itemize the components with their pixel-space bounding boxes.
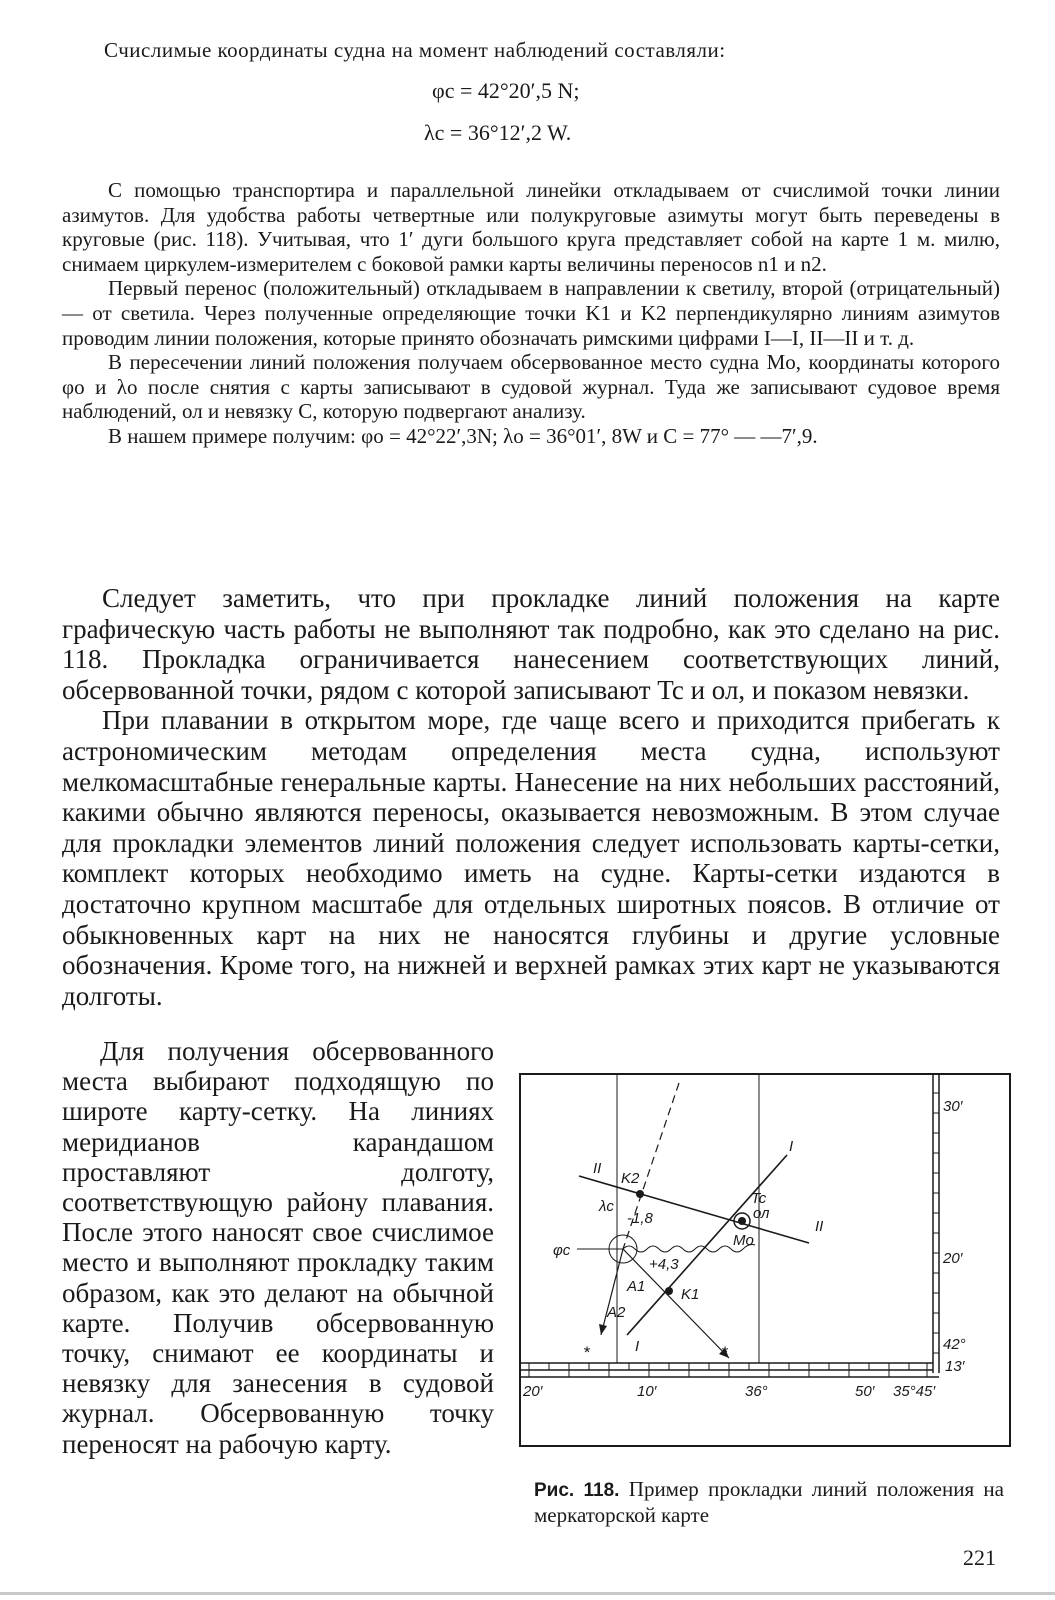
label-ol: ол [753, 1205, 770, 1222]
intro-line: Счислимые координаты судна на момент наблюдений составляли: [104, 38, 726, 62]
bottom-scale-label: 50′ [855, 1383, 875, 1400]
position-line-I [627, 1155, 787, 1335]
body-paragraph: Следует заметить, что при прокладке линий положения на карте графическую часть работы не выполняют так подробно, как это сделано на рис. 118. Прокладка ограничивается нанесением соответствующих линий, обсервованной точки, рядом с которой записывают Tc и ол, и показом невязки. [62, 583, 1000, 705]
label-Tc: Tc [751, 1190, 767, 1207]
label-K1: K1 [681, 1286, 700, 1303]
figure-118-chart [519, 1073, 1011, 1449]
main-text-block [62, 583, 1000, 1011]
formula-lambda-c: λc = 36°12′,2 W. [424, 120, 572, 145]
arrow-head [599, 1324, 607, 1335]
body-paragraph: Для получения обсервованного места выбирают подходящую по широте карту-сетку. На линиях меридианов карандашом проставляют долготу, соответствующую району плавания. После этого наносят свое счислимое место и выполняют прокладку таким образом, как это делают на обычной карте. Получив обсервованную точку, снимают ее координаты и невязку для занесения в судовой журнал. Обсервованную точку переносят на рабочую карту. [62, 1036, 494, 1459]
label-phi-c: φc [553, 1242, 571, 1259]
small-paragraph: С помощью транспортира и параллельной линейки откладываем от счислимой точки линии азимутов. Для удобства работы четвертные или полукруговые азимуты могут быть переведены в круговые (рис. 118). Учитывая, что 1′ дуги большого круга представляет собой на карте 1 м. милю, снимаем циркулем-измерителем с боковой рамки карты величины переносов n1 и n2. [62, 178, 1000, 276]
right-scale-ticks [933, 1093, 939, 1353]
label-n1: +4,3 [649, 1256, 679, 1273]
label-Mo: Mo [733, 1232, 754, 1249]
azimuth-line-A2 [601, 1249, 623, 1335]
label-II-left: II [593, 1160, 602, 1177]
star-icon: * [721, 1343, 728, 1362]
small-paragraph: В пересечении линий положения получаем обсервованное место судна Mo, координаты которого φo и λo после снятия с карты записывают в судовой журнал. Туда же записывают судовое время наблюдений, ол и невязку C, которую подвергают анализу. [62, 350, 1000, 424]
small-paragraph: В нашем примере получим: φo = 42°22′,3N; λo = 36°01′, 8W и C = 77° — —7′,9. [108, 423, 818, 448]
point-Mo [738, 1217, 746, 1225]
star-icon: * [583, 1343, 590, 1362]
point-K1 [665, 1287, 673, 1295]
bottom-edge [0, 1592, 1055, 1595]
label-K2: K2 [621, 1170, 640, 1187]
label-A1: A1 [627, 1278, 646, 1295]
right-scale-label: 20′ [943, 1250, 963, 1267]
label-II-right: II [815, 1218, 824, 1235]
formula-phi-c: φc = 42°20′,5 N; [432, 78, 580, 103]
caption-text: Пример прокладки линий положения на меркаторской карте [534, 1477, 1004, 1527]
caption-number: Рис. 118. [534, 1480, 620, 1501]
figure-caption [534, 1477, 1004, 1528]
label-lambda-c: λc [599, 1198, 614, 1215]
column-text [62, 1036, 494, 1459]
point-K2 [636, 1190, 644, 1198]
bottom-scale-label: 20′ [523, 1383, 543, 1400]
small-print-block [62, 178, 1000, 449]
body-paragraph: При плавании в открытом море, где чаще всего и приходится прибегать к астрономическим методам определения места судна, используют мелкомасштабные генеральные карты. Нанесение на них небольших расстояний, какими обычно являются переносы, оказывается невозможным. В этом случае для прокладки элементов линий положения следует использовать карты-сетки, комплект которых необходимо иметь на судне. Карты-сетки издаются в достаточно крупном масштабе для отдельных широтных поясов. В отличие от обыкновенных карт на них не наносятся глубины и другие условные обозначения. Кроме того, на нижней и верхней рамках этих карт не указываются долготы. [62, 705, 1000, 1011]
page-number: 221 [963, 1545, 996, 1570]
right-scale-label: 13′ [945, 1358, 965, 1375]
label-n2: -1,8 [627, 1210, 653, 1227]
label-I-bottom: I [635, 1338, 640, 1355]
right-scale-label: 42° [943, 1336, 966, 1353]
right-scale-label: 30′ [943, 1098, 963, 1115]
small-paragraph: Первый перенос (положительный) откладываем в направлении к светилу, второй (отрицательный) — от светила. Через полученные определяющие точки K1 и K2 перпендикулярно линиям азимутов проводим линии положения, которые принято обозначать римскими цифрами I—I, II—II и т. д. [62, 276, 1000, 350]
label-I-top: I [789, 1138, 794, 1155]
bottom-scale-label: 36° [745, 1383, 768, 1400]
label-A2: A2 [607, 1304, 626, 1321]
bottom-scale-label: 35°45′ [893, 1383, 936, 1400]
bottom-scale-label: 10′ [637, 1383, 657, 1400]
